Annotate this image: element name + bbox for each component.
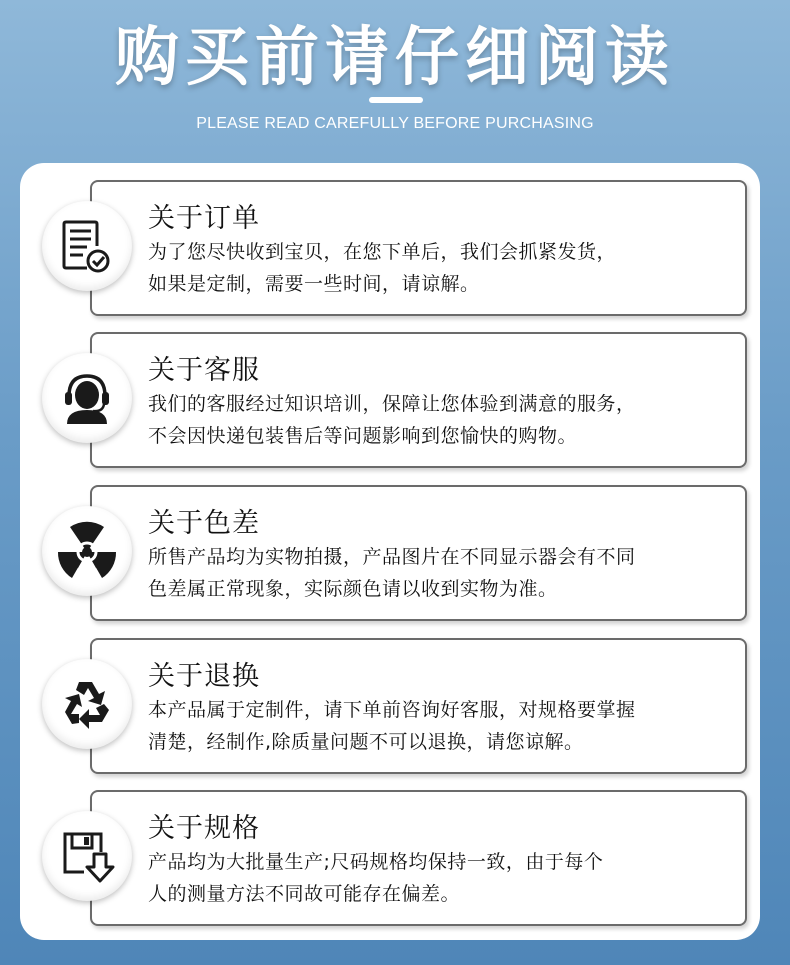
notice-card — [90, 485, 747, 621]
notice-text — [148, 388, 738, 452]
order-document-icon — [42, 201, 132, 291]
notice-item-order — [20, 180, 760, 316]
notice-card — [90, 332, 747, 468]
notice-item-size — [20, 790, 760, 926]
customer-service-headset-icon — [42, 353, 132, 443]
notice-text — [148, 541, 738, 605]
notice-card — [90, 790, 747, 926]
notice-item-returns — [20, 638, 760, 774]
color-aperture-icon — [42, 506, 132, 596]
notice-line: 不会因快递包装售后等问题影响到您愉快的购物。 — [148, 425, 578, 447]
notice-line: 色差属正常现象，实际颜色请以收到实物为准。 — [148, 578, 558, 600]
notice-card — [90, 180, 747, 316]
page-header — [0, 0, 790, 160]
notice-text — [148, 236, 738, 300]
title-divider — [369, 97, 423, 103]
notice-line: 产品均为大批量生产;尺码规格均保持一致，由于每个 — [148, 851, 604, 873]
notice-title: 关于色差 — [148, 508, 260, 539]
notice-text — [148, 846, 738, 910]
notice-line: 我们的客服经过知识培训，保障让您体验到满意的服务， — [148, 393, 636, 415]
notice-line: 为了您尽快收到宝贝，在您下单后，我们会抓紧发货， — [148, 241, 617, 263]
notice-text — [148, 694, 738, 758]
notice-line: 本产品属于定制件，请下单前咨询好客服，对规格要掌握 — [148, 699, 636, 721]
notice-title: 关于退换 — [148, 661, 260, 692]
notice-panel — [20, 163, 760, 940]
notice-line: 所售产品均为实物拍摄，产品图片在不同显示器会有不同 — [148, 546, 636, 568]
notice-title: 关于客服 — [148, 355, 260, 386]
size-download-icon — [42, 811, 132, 901]
notice-line: 人的测量方法不同故可能存在偏差。 — [148, 883, 461, 905]
notice-line: 如果是定制，需要一些时间，请谅解。 — [148, 273, 480, 295]
notice-title: 关于规格 — [148, 813, 260, 844]
notice-title: 关于订单 — [148, 203, 260, 234]
recycle-icon — [42, 659, 132, 749]
notice-item-service — [20, 332, 760, 468]
notice-line: 清楚，经制作,除质量问题不可以退换，请您谅解。 — [148, 731, 584, 753]
page-title: 购买前请仔细阅读 — [115, 21, 675, 95]
notice-card — [90, 638, 747, 774]
page-subtitle: PLEASE READ CAREFULLY BEFORE PURCHASING — [196, 115, 594, 132]
notice-item-color — [20, 485, 760, 621]
